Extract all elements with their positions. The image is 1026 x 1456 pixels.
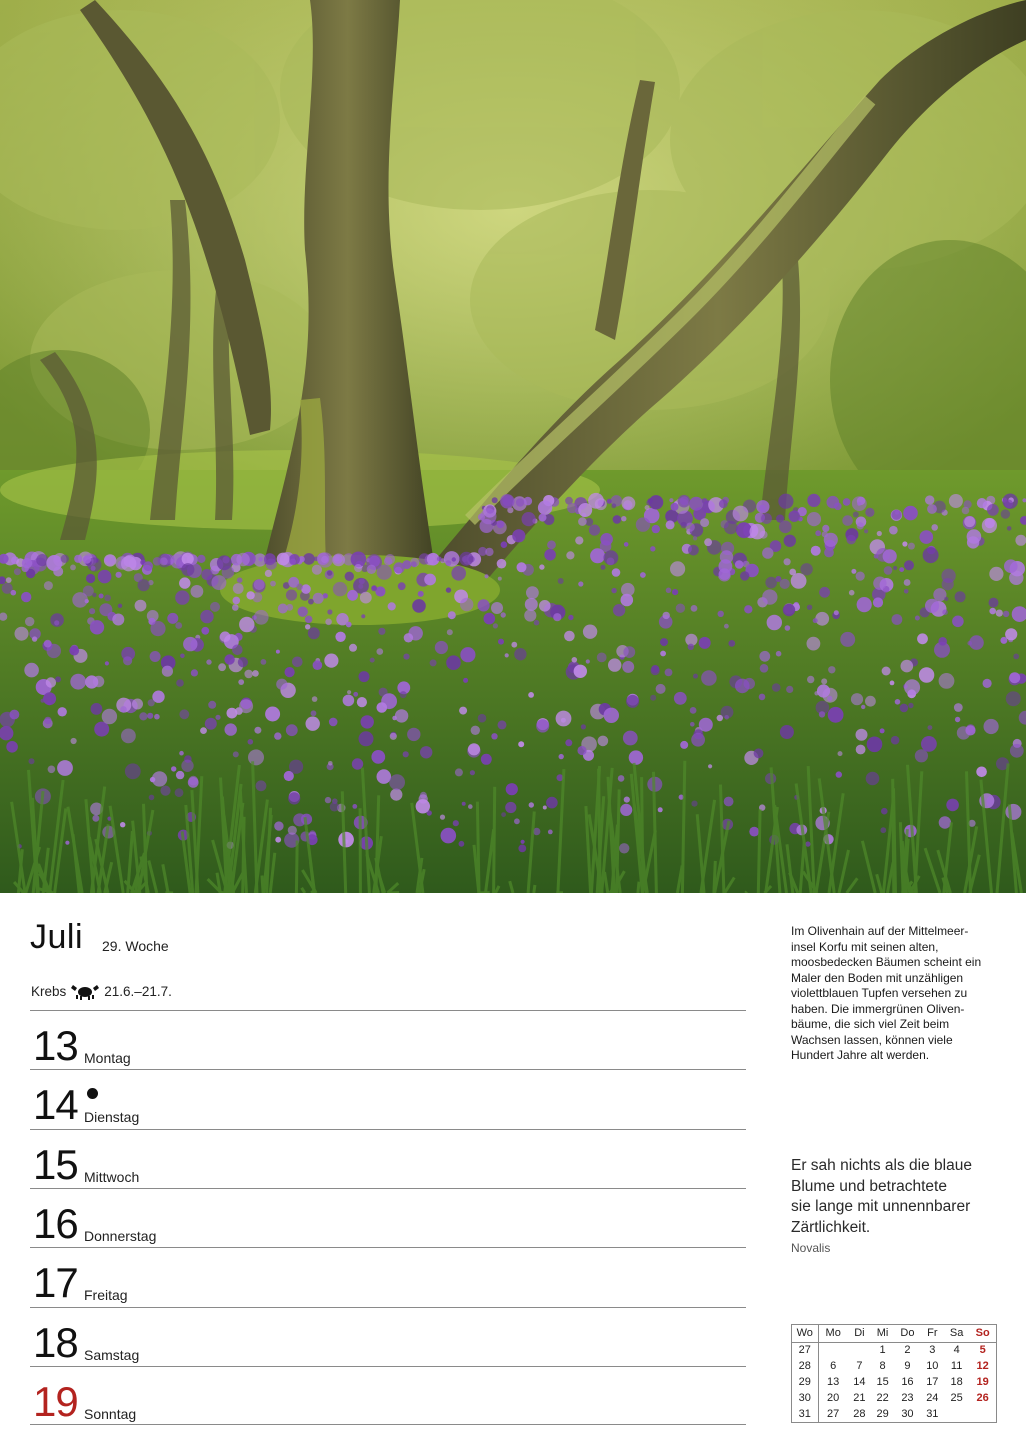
mini-calendar-day: 21 bbox=[853, 1392, 866, 1404]
mini-calendar-day bbox=[944, 1406, 969, 1422]
weekday-name: Sonntag bbox=[84, 1405, 137, 1422]
mini-calendar-day: 8 bbox=[879, 1360, 886, 1372]
weekday-name: Donnerstag bbox=[84, 1227, 157, 1244]
weekday-name: Samstag bbox=[84, 1346, 140, 1363]
mini-calendar-day: 23 bbox=[901, 1392, 914, 1404]
mini-calendar-day: 12 bbox=[976, 1360, 989, 1372]
mini-calendar-day: 31 bbox=[926, 1408, 939, 1420]
mini-calendar-week bbox=[792, 1390, 996, 1406]
weekday-name: Montag bbox=[84, 1050, 131, 1066]
mini-calendar-weekday: Sa bbox=[944, 1325, 969, 1342]
day-row bbox=[30, 1247, 746, 1306]
day-number: 14 bbox=[33, 1081, 78, 1129]
mini-calendar-week bbox=[792, 1406, 996, 1422]
mini-calendar-day: 7 bbox=[856, 1360, 863, 1372]
mini-calendar-day: 1 bbox=[879, 1344, 886, 1357]
day-row bbox=[30, 1366, 746, 1425]
mini-calendar-day: 11 bbox=[950, 1360, 963, 1372]
mini-calendar-day: 5 bbox=[979, 1344, 986, 1357]
crab-icon bbox=[70, 982, 100, 1000]
mini-calendar-day: 28 bbox=[853, 1408, 866, 1420]
mini-calendar-weekday: Di bbox=[848, 1325, 871, 1342]
day-number: 17 bbox=[33, 1259, 78, 1307]
mini-calendar-day: 24 bbox=[926, 1392, 939, 1404]
weekday-name: Freitag bbox=[84, 1287, 128, 1304]
mini-calendar-weekday: Fr bbox=[921, 1325, 944, 1342]
mini-calendar-week-number: 31 bbox=[792, 1406, 818, 1422]
mini-calendar-day: 2 bbox=[904, 1344, 911, 1357]
description-text: Im Olivenhain auf der Mittelmeer- insel Korfu mit seinen alten, moosbedecken Bäumen scheint ein Maler den Boden mit unzähligen violettblauen Tupfen versehen zu haben. Die immergrünen Oliven- bäume, die sich viel Zeit beim Wachsen lassen, können viele Hundert Jahre alt werden. bbox=[791, 924, 982, 1062]
mini-calendar-weekday: So bbox=[969, 1325, 996, 1342]
day-number: 16 bbox=[33, 1199, 78, 1247]
mini-calendar-table bbox=[792, 1325, 996, 1422]
mini-calendar-day: 13 bbox=[827, 1376, 840, 1388]
mini-calendar-week bbox=[792, 1358, 996, 1374]
day-number: 19 bbox=[33, 1377, 78, 1425]
day-number: 13 bbox=[33, 1022, 78, 1069]
mini-calendar-day bbox=[818, 1342, 848, 1358]
mini-calendar-day: 26 bbox=[976, 1392, 989, 1404]
zodiac-name: Krebs bbox=[31, 983, 67, 999]
weekday-name: Dienstag bbox=[84, 1109, 140, 1126]
mini-calendar-week-number: 28 bbox=[792, 1358, 818, 1374]
mini-calendar-day: 9 bbox=[904, 1360, 911, 1372]
mini-calendar-day: 3 bbox=[929, 1344, 936, 1357]
quote-text: Er sah nichts als die blaue Blume und betrachtete sie lange mit unnennbarer Zärtlichkeit. bbox=[791, 1157, 972, 1236]
mini-calendar-day: 16 bbox=[901, 1376, 914, 1388]
mini-calendar-day: 4 bbox=[953, 1344, 960, 1357]
day-number: 18 bbox=[33, 1318, 78, 1366]
mini-calendar-header bbox=[792, 1325, 996, 1342]
mini-calendar-day bbox=[969, 1406, 996, 1422]
mini-calendar-day: 6 bbox=[830, 1360, 837, 1372]
new-moon-icon bbox=[87, 1088, 98, 1099]
mini-calendar-weekday: Wo bbox=[792, 1325, 818, 1342]
mini-calendar-day: 17 bbox=[926, 1376, 939, 1388]
mini-calendar-weekday: Mo bbox=[818, 1325, 848, 1342]
mini-calendar-day: 14 bbox=[853, 1376, 866, 1388]
mini-calendar-day: 15 bbox=[876, 1376, 889, 1388]
mini-calendar-weekday: Mi bbox=[871, 1325, 894, 1342]
day-row bbox=[30, 1069, 746, 1128]
mini-calendar-weekday: Do bbox=[894, 1325, 921, 1342]
mini-calendar-day bbox=[848, 1342, 871, 1358]
month-title: Juli bbox=[30, 918, 84, 956]
mini-calendar-day: 25 bbox=[950, 1392, 963, 1404]
mini-calendar-day: 27 bbox=[827, 1408, 840, 1420]
quote-author: Novalis bbox=[791, 1241, 831, 1255]
zodiac-info bbox=[31, 982, 172, 1000]
mini-calendar-day: 19 bbox=[976, 1376, 989, 1388]
mini-calendar-day: 20 bbox=[827, 1392, 840, 1404]
mini-calendar-week bbox=[792, 1342, 996, 1358]
mini-calendar-day: 22 bbox=[876, 1392, 889, 1404]
day-row bbox=[30, 1010, 746, 1069]
week-number: 29. Woche bbox=[102, 938, 169, 954]
mini-calendar bbox=[791, 1324, 997, 1423]
mini-calendar-day: 10 bbox=[926, 1360, 939, 1372]
mini-calendar-week-number: 30 bbox=[792, 1390, 818, 1406]
day-row bbox=[30, 1188, 746, 1247]
mini-calendar-day: 18 bbox=[950, 1376, 963, 1388]
mini-calendar-day: 30 bbox=[901, 1408, 914, 1420]
mini-calendar-week-number: 27 bbox=[792, 1342, 818, 1358]
photo-description bbox=[791, 924, 1001, 1064]
day-row bbox=[30, 1307, 746, 1366]
day-number: 15 bbox=[33, 1140, 78, 1188]
mini-calendar-day: 29 bbox=[876, 1408, 889, 1420]
weekday-name: Mittwoch bbox=[84, 1168, 140, 1185]
day-row bbox=[30, 1129, 746, 1188]
mini-calendar-week bbox=[792, 1374, 996, 1390]
mini-calendar-week-number: 29 bbox=[792, 1374, 818, 1390]
zodiac-date-range: 21.6.–21.7. bbox=[104, 983, 172, 999]
